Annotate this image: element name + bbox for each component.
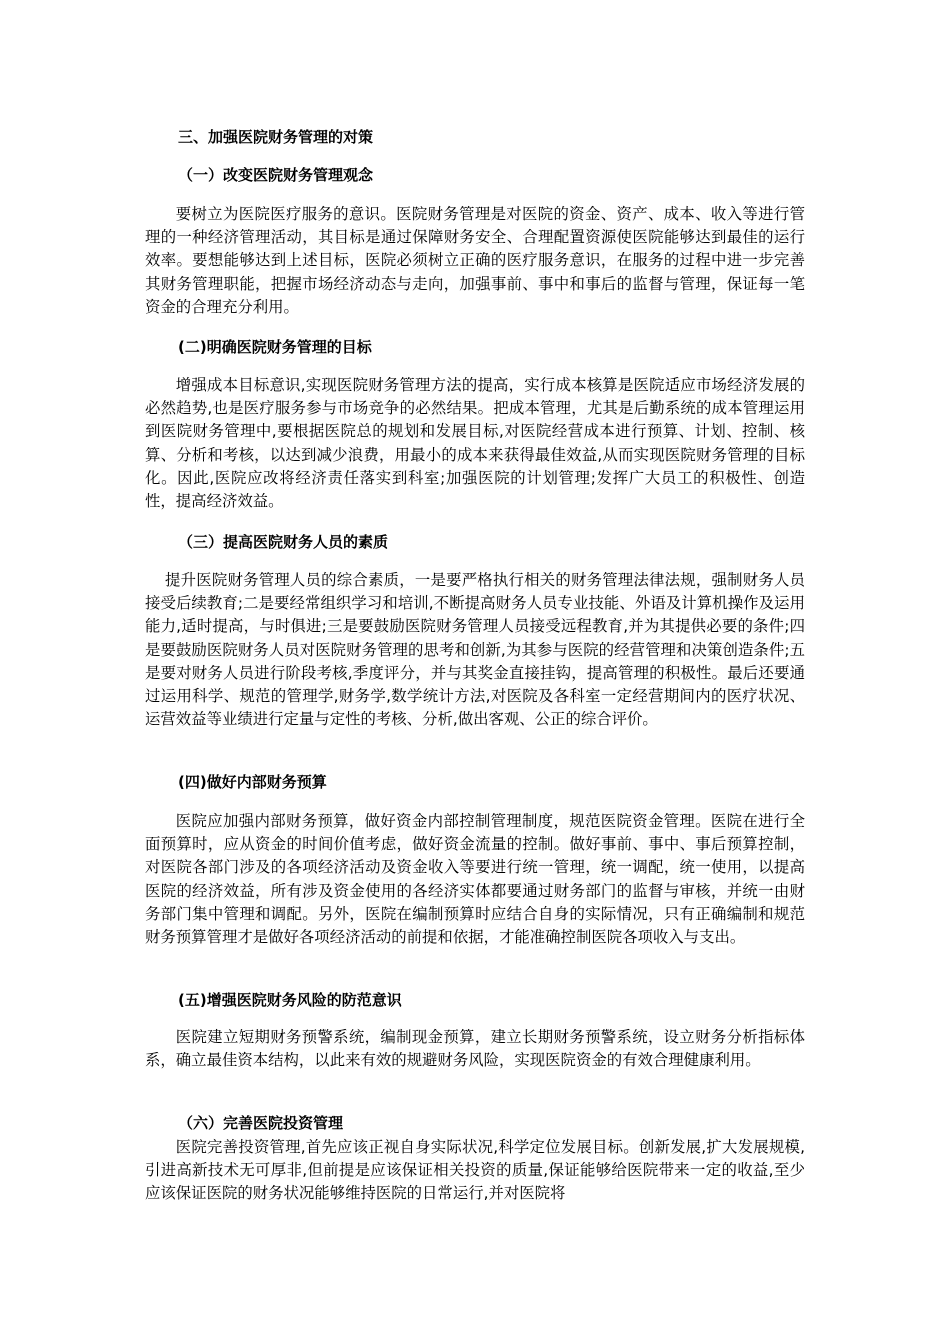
subsection-body-3: 提升医院财务管理人员的综合素质，一是要严格执行相关的财务管理法律法规，强制财务人员接受后续教育;二是要经常组织学习和培训,不断提高财务人员专业技能、外语及计算机操作及运用能力,适时提高，与时俱进;三是要鼓励医院财务管理人员接受远程教育,并为其提供必要的条件;四是要鼓励医院财务人员对医院财务管理的思考和创新,为其参与医院的经营管理和决策创造条件;五是要对财务人员进行阶段考核,季度评分，并与其奖金直接挂钩，提高管理的积极性。最后还要通过运用科学、规范的管理学,财务学,数学统计方法,对医院及各科室一定经营期间内的医疗状况、运营效益等业绩进行定量与定性的考核、分析,做出客观、公正的综合评价。 <box>145 571 805 729</box>
subsection-body-6: 医院完善投资管理,首先应该正视自身实际状况,科学定位发展目标。创新发展,扩大发展规模,引进高新技术无可厚非,但前提是应该保证相关投资的质量,保证能够给医院带来一定的收益,至少应该保证医院的财务状况能够维持医院的日常运行,并对医院将 <box>145 1138 805 1203</box>
subsection-body-5: 医院建立短期财务预警系统，编制现金预算，建立长期财务预警系统，设立财务分析指标体系，确立最佳资本结构，以此来有效的规避财务风险，实现医院资金的有效合理健康利用。 <box>145 1028 805 1070</box>
subsection-heading-2: (二)明确医院财务管理的目标 <box>178 338 372 356</box>
subsection-body-1: 要树立为医院医疗服务的意识。医院财务管理是对医院的资金、资产、成本、收入等进行管理的一种经济管理活动，其目标是通过保障财务安全、合理配置资源使医院能够达到最佳的运行效率。要想能够达到上述目标，医院必须树立正确的医疗服务意识，在服务的过程中进一步完善其财务管理职能，把握市场经济动态与走向，加强事前、事中和事后的监督与管理，保证每一笔资金的合理充分利用。 <box>145 205 805 316</box>
subsection-heading-1: （一）改变医院财务管理观念 <box>178 166 374 184</box>
subsection-body-2: 增强成本目标意识,实现医院财务管理方法的提高，实行成本核算是医院适应市场经济发展的必然趋势,也是医疗服务参与市场竞争的必然结果。把成本管理，尤其是后勤系统的成本管理运用到医院财务管理中,要根据医院总的规划和发展目标,对医院经营成本进行预算、计划、控制、核算、分析和考核，以达到减少浪费，用最小的成本来获得最佳效益,从而实现医院财务管理的目标化。因此,医院应改将经济责任落实到科室;加强医院的计划管理;发挥广大员工的积极性、创造性，提高经济效益。 <box>145 376 805 511</box>
subsection-heading-4: (四)做好内部财务预算 <box>178 773 327 791</box>
subsection-heading-6: （六）完善医院投资管理 <box>178 1114 344 1132</box>
subsection-body-4: 医院应加强内部财务预算，做好资金内部控制管理制度，规范医院资金管理。医院在进行全面预算时，应从资金的时间价值考虑，做好资金流量的控制。做好事前、事中、事后预算控制，对医院各部门涉及的各项经济活动及资金收入等要进行统一管理，统一调配，统一使用，以提高医院的经济效益，所有涉及资金使用的各经济实体都要通过财务部门的监督与审核，并统一由财务部门集中管理和调配。另外，医院在编制预算时应结合自身的实际情况，只有正确编制和规范财务预算管理才是做好各项经济活动的前提和依据，才能准确控制医院各项收入与支出。 <box>145 812 805 947</box>
section-title: 三、加强医院财务管理的对策 <box>178 128 374 146</box>
subsection-heading-3: （三）提高医院财务人员的素质 <box>178 533 389 551</box>
subsection-heading-5: (五)增强医院财务风险的防范意识 <box>178 991 402 1009</box>
